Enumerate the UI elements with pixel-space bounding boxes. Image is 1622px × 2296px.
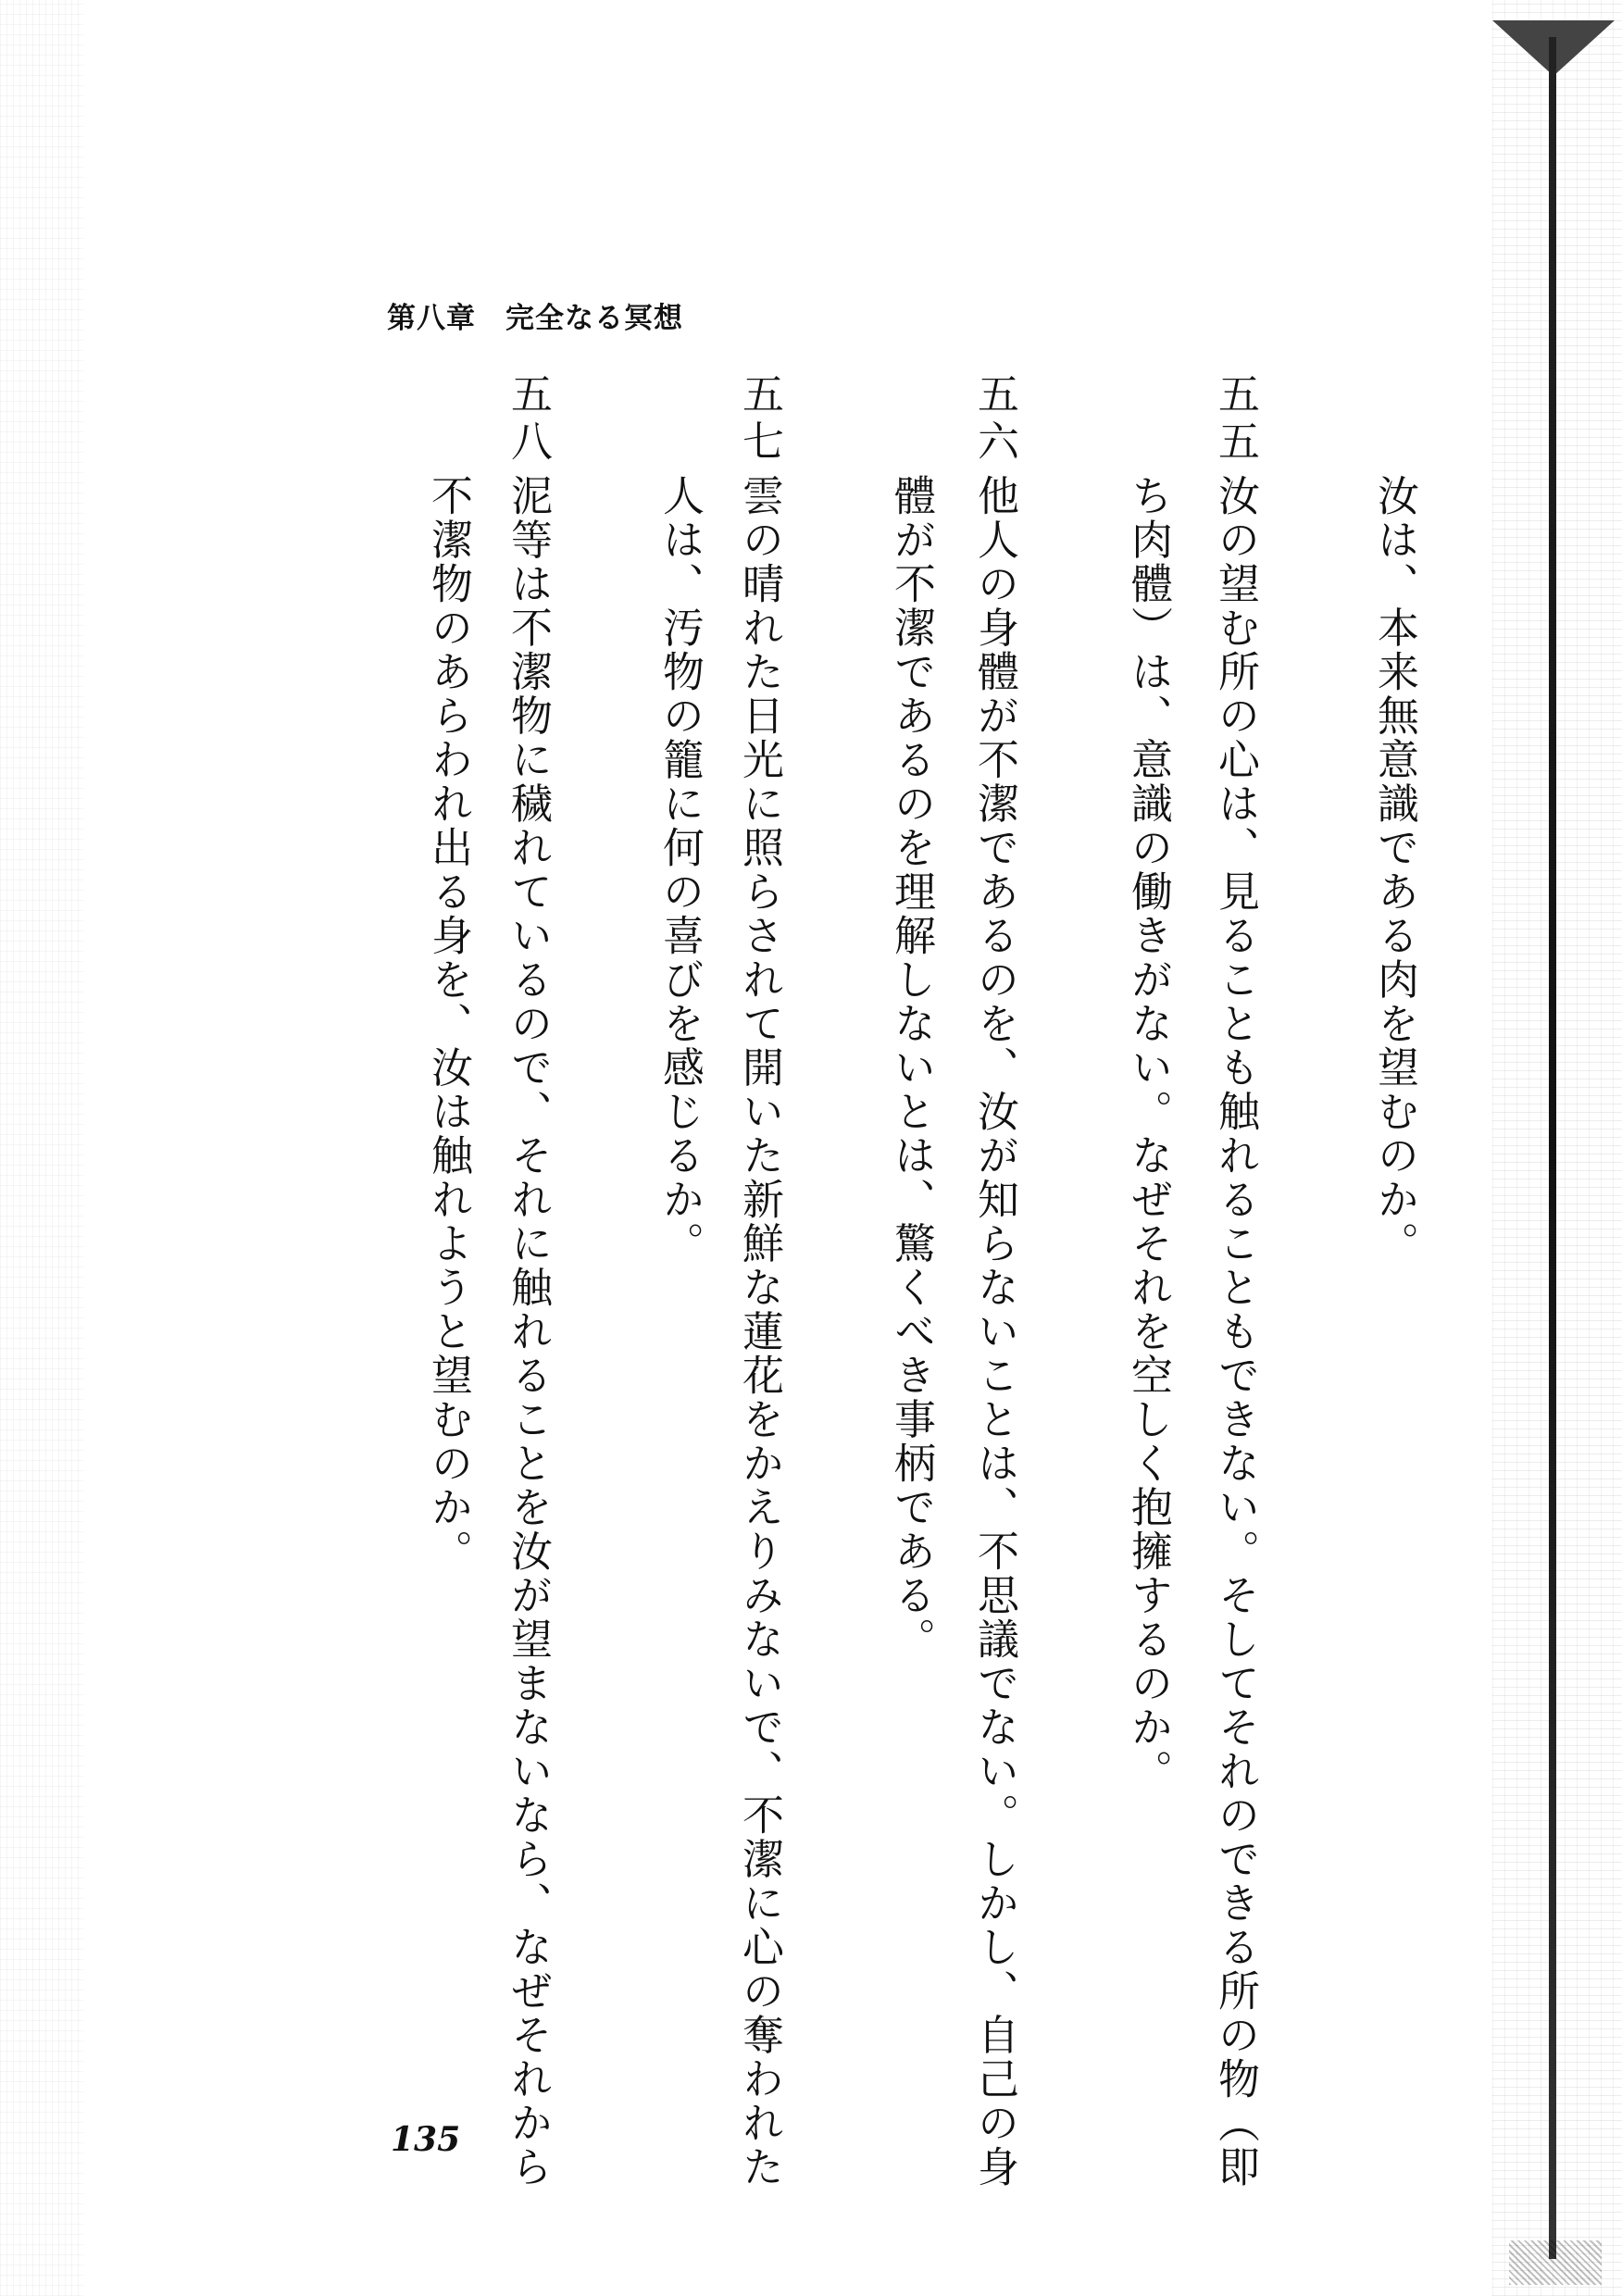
verse-number-57: 五七 <box>735 372 784 467</box>
verse-58-line-1: 泥等は不潔物に穢れているので、それに触れることを汝が望まないなら、なぜそれから <box>504 474 553 2190</box>
verse-56-line-2: 體が不潔であるのを理解しないとは、驚くべき事柄である。 <box>887 474 936 1662</box>
scan-margin-left <box>0 0 83 2296</box>
verse-58-line-2: 不潔物のあらわれ出る身を、汝は触れようと望むのか。 <box>424 474 473 1574</box>
verse-57-line-2: 人は、汚物の籠に何の喜びを感じるか。 <box>655 474 705 1266</box>
intro-line: 汝は、本来無意識である肉を望むのか。 <box>1370 474 1419 1266</box>
verse-number-58: 五八 <box>504 372 553 467</box>
verse-number-55: 五五 <box>1211 372 1260 467</box>
verse-57-line-1: 雲の晴れた日光に照らされて開いた新鮮な蓮花をかえりみないで、不潔に心の奪われた <box>735 474 784 2190</box>
running-head: 第八章 完全なる冥想 <box>387 302 683 335</box>
scan-margin-right <box>1492 0 1622 2296</box>
binding-line <box>1549 37 1556 2259</box>
verse-55-line-1: 汝の望む所の心は、見ることも触れることもできない。そしてそれのできる所の物（即 <box>1211 474 1260 2190</box>
verse-55-line-2: ち肉體）は、意識の働きがない。なぜそれを空しく抱擁するのか。 <box>1124 474 1173 1793</box>
page-number: 135 <box>391 2120 461 2159</box>
binding-foot <box>1509 2240 1602 2285</box>
verse-56-line-1: 他人の身體が不潔であるのを、汝が知らないことは、不思議でない。しかし、自己の身 <box>970 474 1019 2190</box>
verse-number-56: 五六 <box>970 372 1019 467</box>
